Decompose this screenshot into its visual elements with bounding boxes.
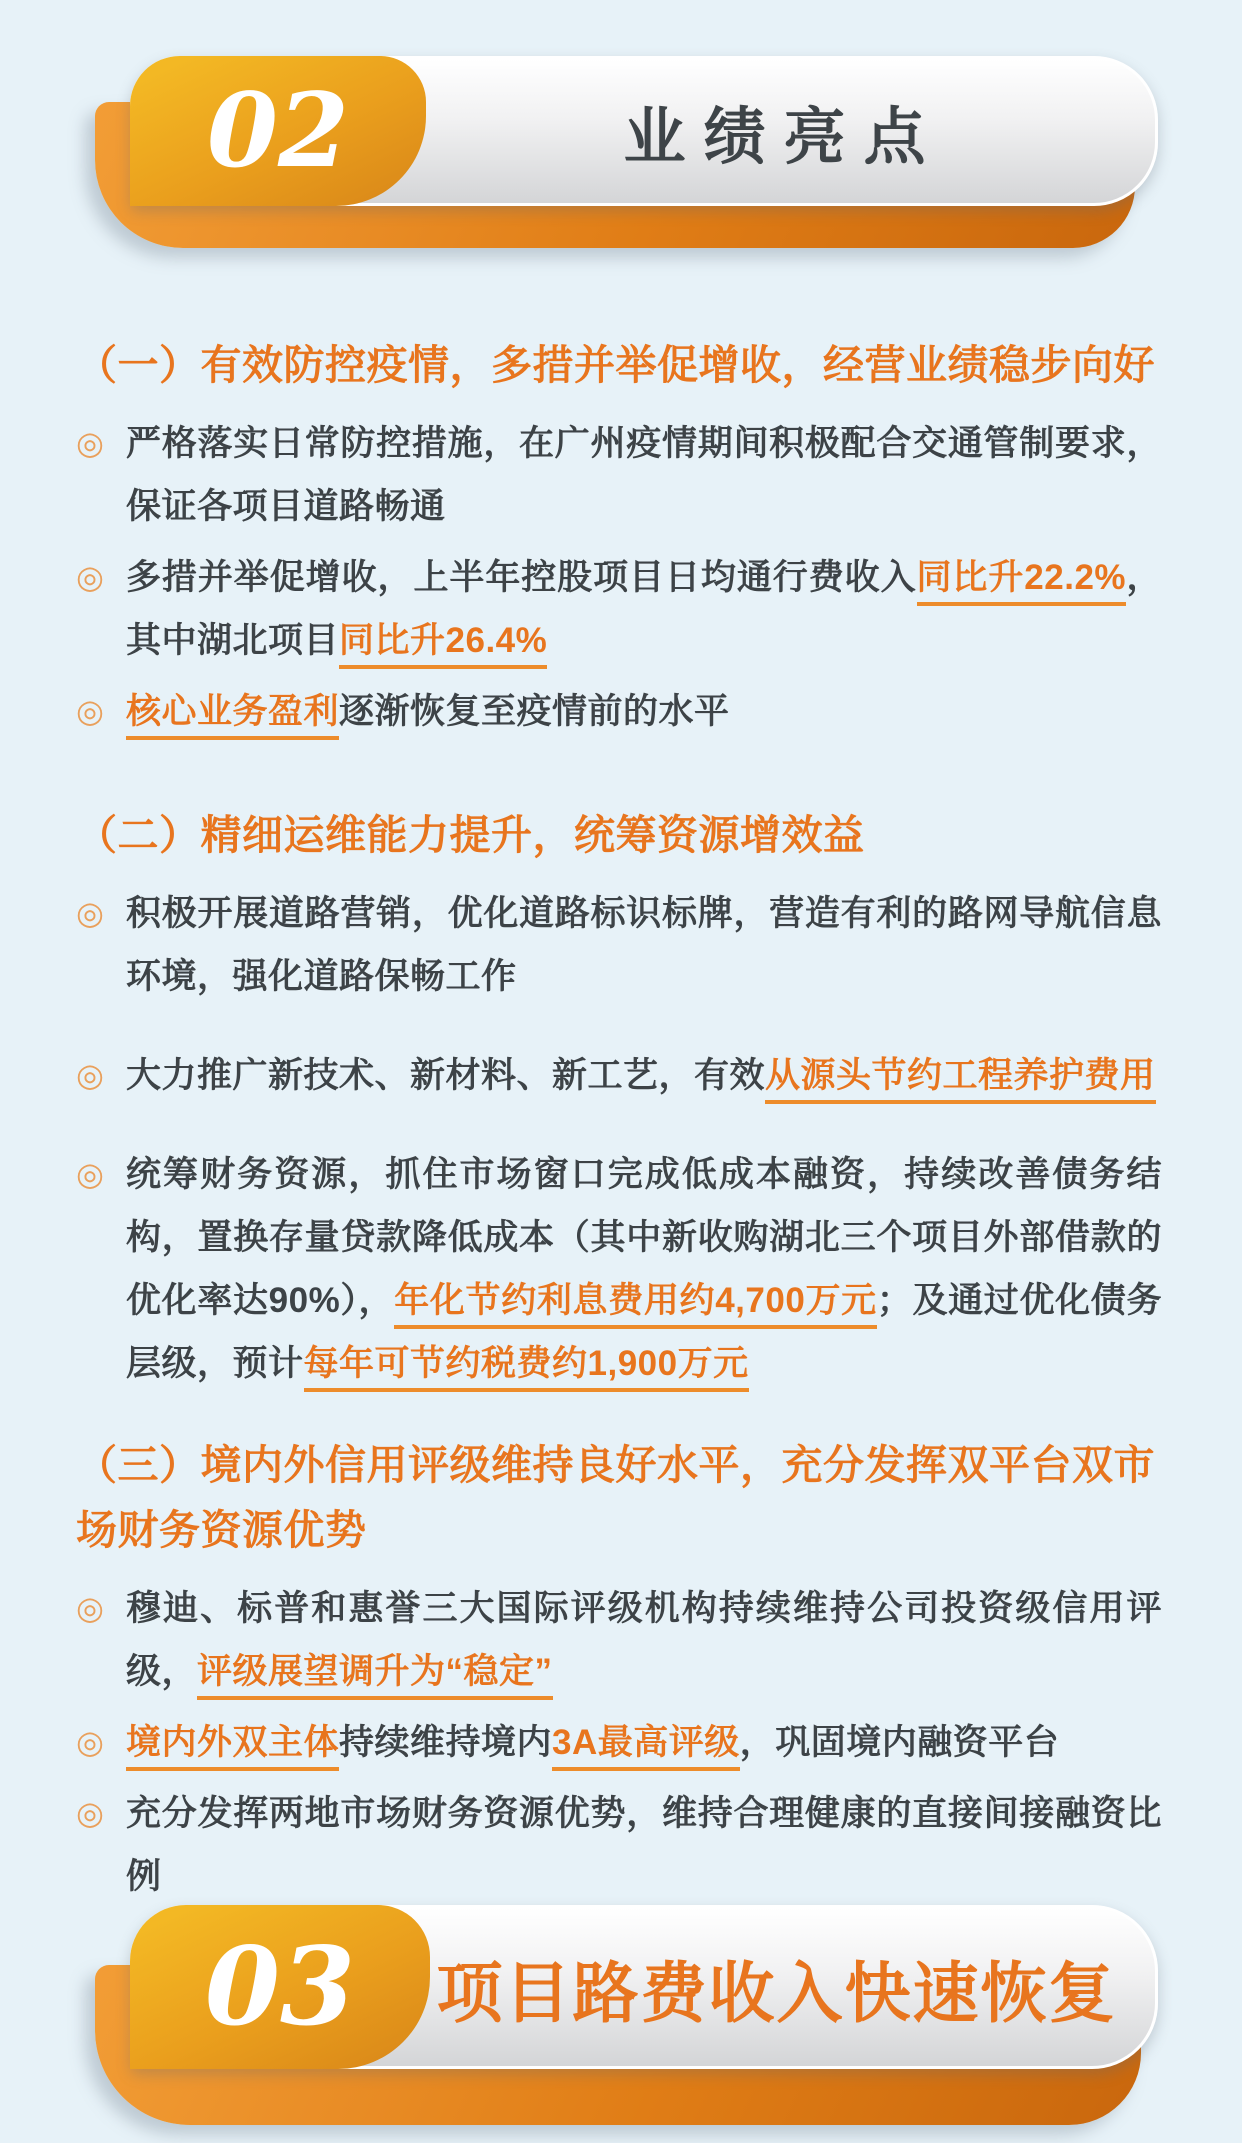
list-item [76, 882, 1162, 1008]
banner-title: 业绩亮点 [623, 102, 944, 172]
text-segment: 穆迪、标普和惠誉三大国际评级机构持续维持公司投资级信用评级， [126, 1589, 1162, 1691]
text-segment: 多措并举促增收，上半年控股项目日均通行费收入 [126, 558, 917, 597]
banner-number-block [130, 56, 426, 206]
bullseye-bullet-icon: ◎ [76, 559, 104, 595]
bullseye-bullet-icon: ◎ [76, 1590, 104, 1626]
bullet-text [126, 412, 1162, 538]
text-segment: 逐渐恢复至疫情前的水平 [339, 692, 730, 731]
section-banner-02 [95, 56, 1158, 251]
highlight-text: 从源头节约工程养护费用 [765, 1056, 1156, 1104]
section-3-heading: （三）境内外信用评级维持良好水平，充分发挥双平台双市场财务资源优势 [76, 1442, 1155, 1553]
bullseye-bullet-icon: ◎ [76, 1724, 104, 1760]
section-2 [76, 803, 1162, 1395]
highlight-text: 同比升22.2% [917, 558, 1127, 606]
list-item [76, 412, 1162, 538]
bullet-text [126, 1711, 1162, 1774]
text-segment: ；及通过优化债务层级，预计 [126, 1281, 1162, 1383]
banner-number: 02 [207, 71, 349, 191]
bullseye-bullet-icon: ◎ [76, 1795, 104, 1831]
section-3 [76, 1433, 1162, 1908]
bullseye-bullet-icon: ◎ [76, 895, 104, 931]
section-banner-03 [95, 1905, 1158, 2130]
text-segment: 积极开展道路营销，优化道路标识标牌，营造有利的路网导航信息环境，强化道路保畅工作 [126, 894, 1162, 996]
list-item [76, 680, 1162, 743]
highlight-text: 同比升26.4% [339, 621, 547, 669]
banner-number: 03 [204, 1924, 356, 2050]
bullet-text [126, 1577, 1162, 1703]
list-item [76, 1782, 1162, 1908]
highlight-text: 评级展望调升为“稳定” [197, 1652, 553, 1700]
text-segment: 严格落实日常防控措施，在广州疫情期间积极配合交通管制要求，保证各项目道路畅通 [126, 424, 1162, 526]
list-item [76, 1044, 1162, 1107]
bullet-text [126, 1044, 1162, 1107]
text-segment: 持续维持境内 [339, 1723, 553, 1762]
section-1 [76, 333, 1162, 743]
list-item [76, 1711, 1162, 1774]
list-item [76, 1143, 1162, 1395]
text-segment: 大力推广新技术、新材料、新工艺，有效 [126, 1056, 766, 1095]
section-1-heading: （一）有效防控疫情，多措并举促增收，经营业绩稳步向好 [76, 342, 1155, 388]
bullet-text [126, 882, 1162, 1008]
banner-title: 项目路费收入快速恢复 [436, 1955, 1117, 2030]
bullet-text [126, 546, 1162, 672]
text-segment: 统筹财务资源，抓住市场窗口完成低成本融资，持续改善债务结构，置换存量贷款降低成本（其中新收购湖北三个项目外部借款的优化率达90%）， [126, 1155, 1162, 1320]
text-segment: 充分发挥两地市场财务资源优势，维持合理健康的直接间接融资比例 [126, 1794, 1162, 1896]
highlight-text: 核心业务盈利 [126, 692, 339, 740]
section-2-heading: （二）精细运维能力提升，统筹资源增效益 [76, 812, 865, 858]
highlight-text: 境内外双主体 [126, 1723, 339, 1771]
text-segment: ，巩固境内融资平台 [739, 1723, 1060, 1762]
highlight-text: 3A最高评级 [552, 1723, 740, 1771]
bullet-text [126, 1782, 1162, 1908]
bullseye-bullet-icon: ◎ [76, 1057, 104, 1093]
content-area [76, 333, 1162, 1908]
bullseye-bullet-icon: ◎ [76, 693, 104, 729]
bullet-text [126, 1143, 1162, 1395]
bullet-text [126, 680, 1162, 743]
bullseye-bullet-icon: ◎ [76, 425, 104, 461]
highlight-text: 每年可节约税费约1,900万元 [304, 1344, 749, 1392]
list-item [76, 546, 1162, 672]
list-item [76, 1577, 1162, 1703]
highlight-text: 年化节约利息费用约4,700万元 [394, 1281, 877, 1329]
bullseye-bullet-icon: ◎ [76, 1156, 104, 1192]
text-segment: ，其中湖北项目 [126, 558, 1162, 660]
banner-number-block [130, 1905, 430, 2069]
